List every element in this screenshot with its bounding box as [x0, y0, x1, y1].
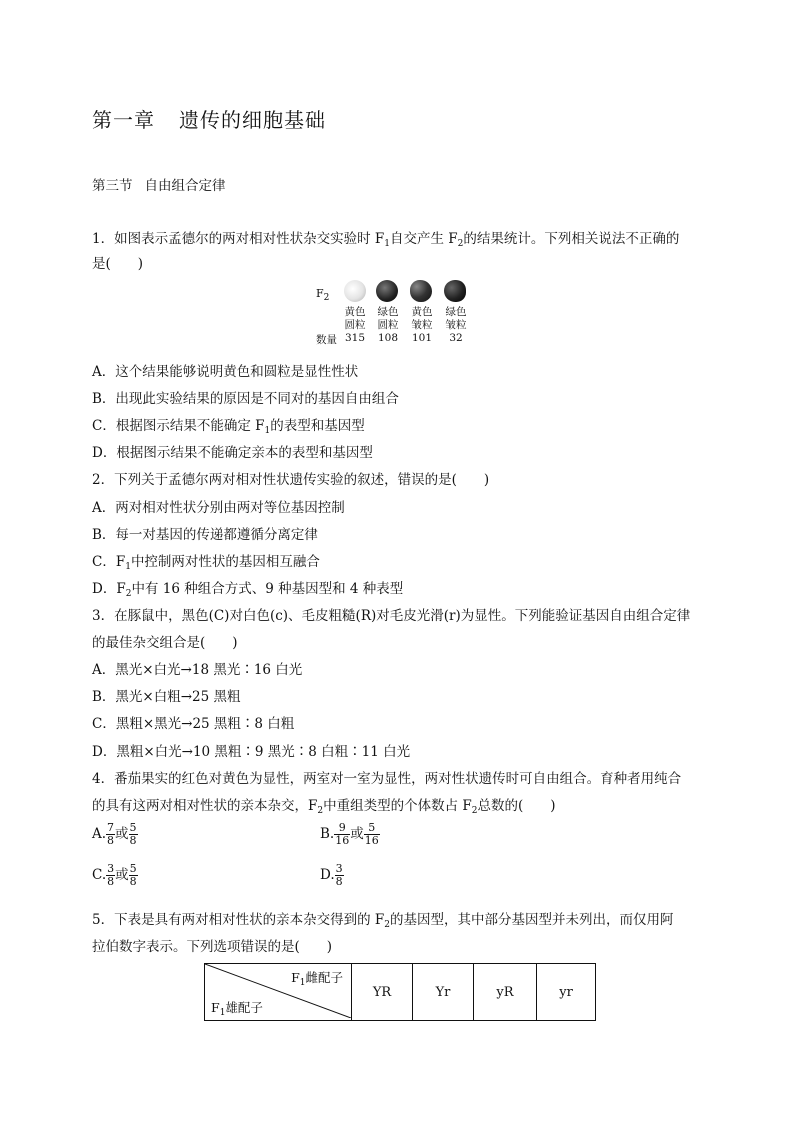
section-title: 自由组合定律: [144, 178, 226, 194]
section-heading: [92, 174, 226, 194]
q4-stem: 4．番茄果实的红色对黄色为显性，两室对一室为显性，两对性状遗传时可自由组合。育种者用纯合: [92, 771, 682, 787]
pea-label-1: 黄色 圆粒 315: [344, 306, 366, 344]
column-header: yR: [474, 964, 537, 1021]
section-label: 第三节: [92, 178, 133, 194]
q4-option-c: C. $\frac{3}{8}$ 或 $\frac{5}{8}$: [92, 862, 137, 888]
column-header: YR: [352, 964, 413, 1021]
green-round-pea-icon: [376, 280, 398, 302]
chapter-label: 第一章: [92, 108, 155, 132]
q4-stem-line2: 的具有这两对相对性状的亲本杂交，$F_2$中重组类型的个体数占 $F_2$总数的( ): [92, 798, 556, 816]
pea-label-3: 黄色 皱粒 101: [411, 306, 433, 344]
yellow-round-pea-icon: [344, 280, 366, 302]
q3-stem-line2: 的最佳杂交组合是( ): [92, 635, 238, 651]
q1-option-c: C．根据图示结果不能确定 $F_1$的表型和基因型: [92, 418, 365, 436]
count-label: 数量: [316, 334, 337, 346]
female-gamete-label: $F_1$雌配子: [291, 970, 343, 988]
q2-option-b: B．每一对基因的传递都遵循分离定律: [92, 527, 318, 543]
pea-label-4: 绿色 皱粒 32: [445, 306, 467, 344]
table-row: [205, 964, 596, 1021]
q3-option-b: B．黑光×白粗→25 黑粗: [92, 689, 241, 705]
green-wrinkled-pea-icon: [444, 280, 466, 302]
q2-option-d: D．$F_2$中有 16 种组合方式、9 种基因型和 4 种表型: [92, 581, 404, 599]
q1-stem: 1．如图表示孟德尔的两对相对性状杂交实验时 $F_1$自交产生 $F_2$的结果统计。下列相关说法不正确的: [92, 231, 680, 249]
q2-stem: 2．下列关于孟德尔两对相对性状遗传实验的叙述，错误的是( ): [92, 472, 490, 488]
punnett-table: [204, 963, 596, 1021]
pea-label-2: 绿色 圆粒 108: [377, 306, 399, 344]
q4-option-b: B. $\frac{9}{16}$ 或 $\frac{5}{16}$: [320, 821, 379, 847]
q4-option-d: D. $\frac{3}{8}$: [320, 862, 343, 888]
f2-row-label: $F_2$: [316, 287, 330, 303]
q2-option-c: C．$F_1$中控制两对性状的基因相互融合: [92, 554, 320, 572]
q3-stem: 3．在豚鼠中，黑色(C)对白色(c)、毛皮粗糙(R)对毛皮光滑(r)为显性。下列能验证基因自由组合定律: [92, 608, 691, 624]
pea-figure: [316, 278, 486, 348]
chapter-heading: [92, 104, 326, 133]
q1-option-d: D．根据图示结果不能确定亲本的表型和基因型: [92, 445, 373, 461]
column-header: Yr: [413, 964, 474, 1021]
q4-option-a: A. $\frac{7}{8}$ 或 $\frac{5}{8}$: [92, 821, 137, 847]
yellow-wrinkled-pea-icon: [410, 280, 432, 302]
q3-option-d: D．黑粗×白光→10 黑粗∶9 黑光∶8 白粗∶11 白光: [92, 744, 411, 760]
q5-stem: 5．下表是具有两对相对性状的亲本杂交得到的 $F_2$的基因型，其中部分基因型并未列出，而仅用阿: [92, 912, 674, 930]
q1-option-b: B．出现此实验结果的原因是不同对的基因自由组合: [92, 391, 399, 407]
table-corner-cell: [205, 964, 352, 1021]
chapter-title: 遗传的细胞基础: [179, 108, 326, 132]
q3-option-a: A．黑光×白光→18 黑光∶16 白光: [92, 662, 303, 678]
q2-option-a: A．两对相对性状分别由两对等位基因控制: [92, 500, 345, 516]
q1-option-a: A．这个结果能够说明黄色和圆粒是显性性状: [92, 364, 359, 380]
male-gamete-label: $F_1$雄配子: [211, 1000, 263, 1018]
column-header: yr: [537, 964, 596, 1021]
q1-stem-line2: 是( ): [92, 256, 144, 272]
q5-stem-line2: 拉伯数字表示。下列选项错误的是( ): [92, 939, 333, 955]
q3-option-c: C．黑粗×黑光→25 黑粗∶8 白粗: [92, 716, 295, 732]
